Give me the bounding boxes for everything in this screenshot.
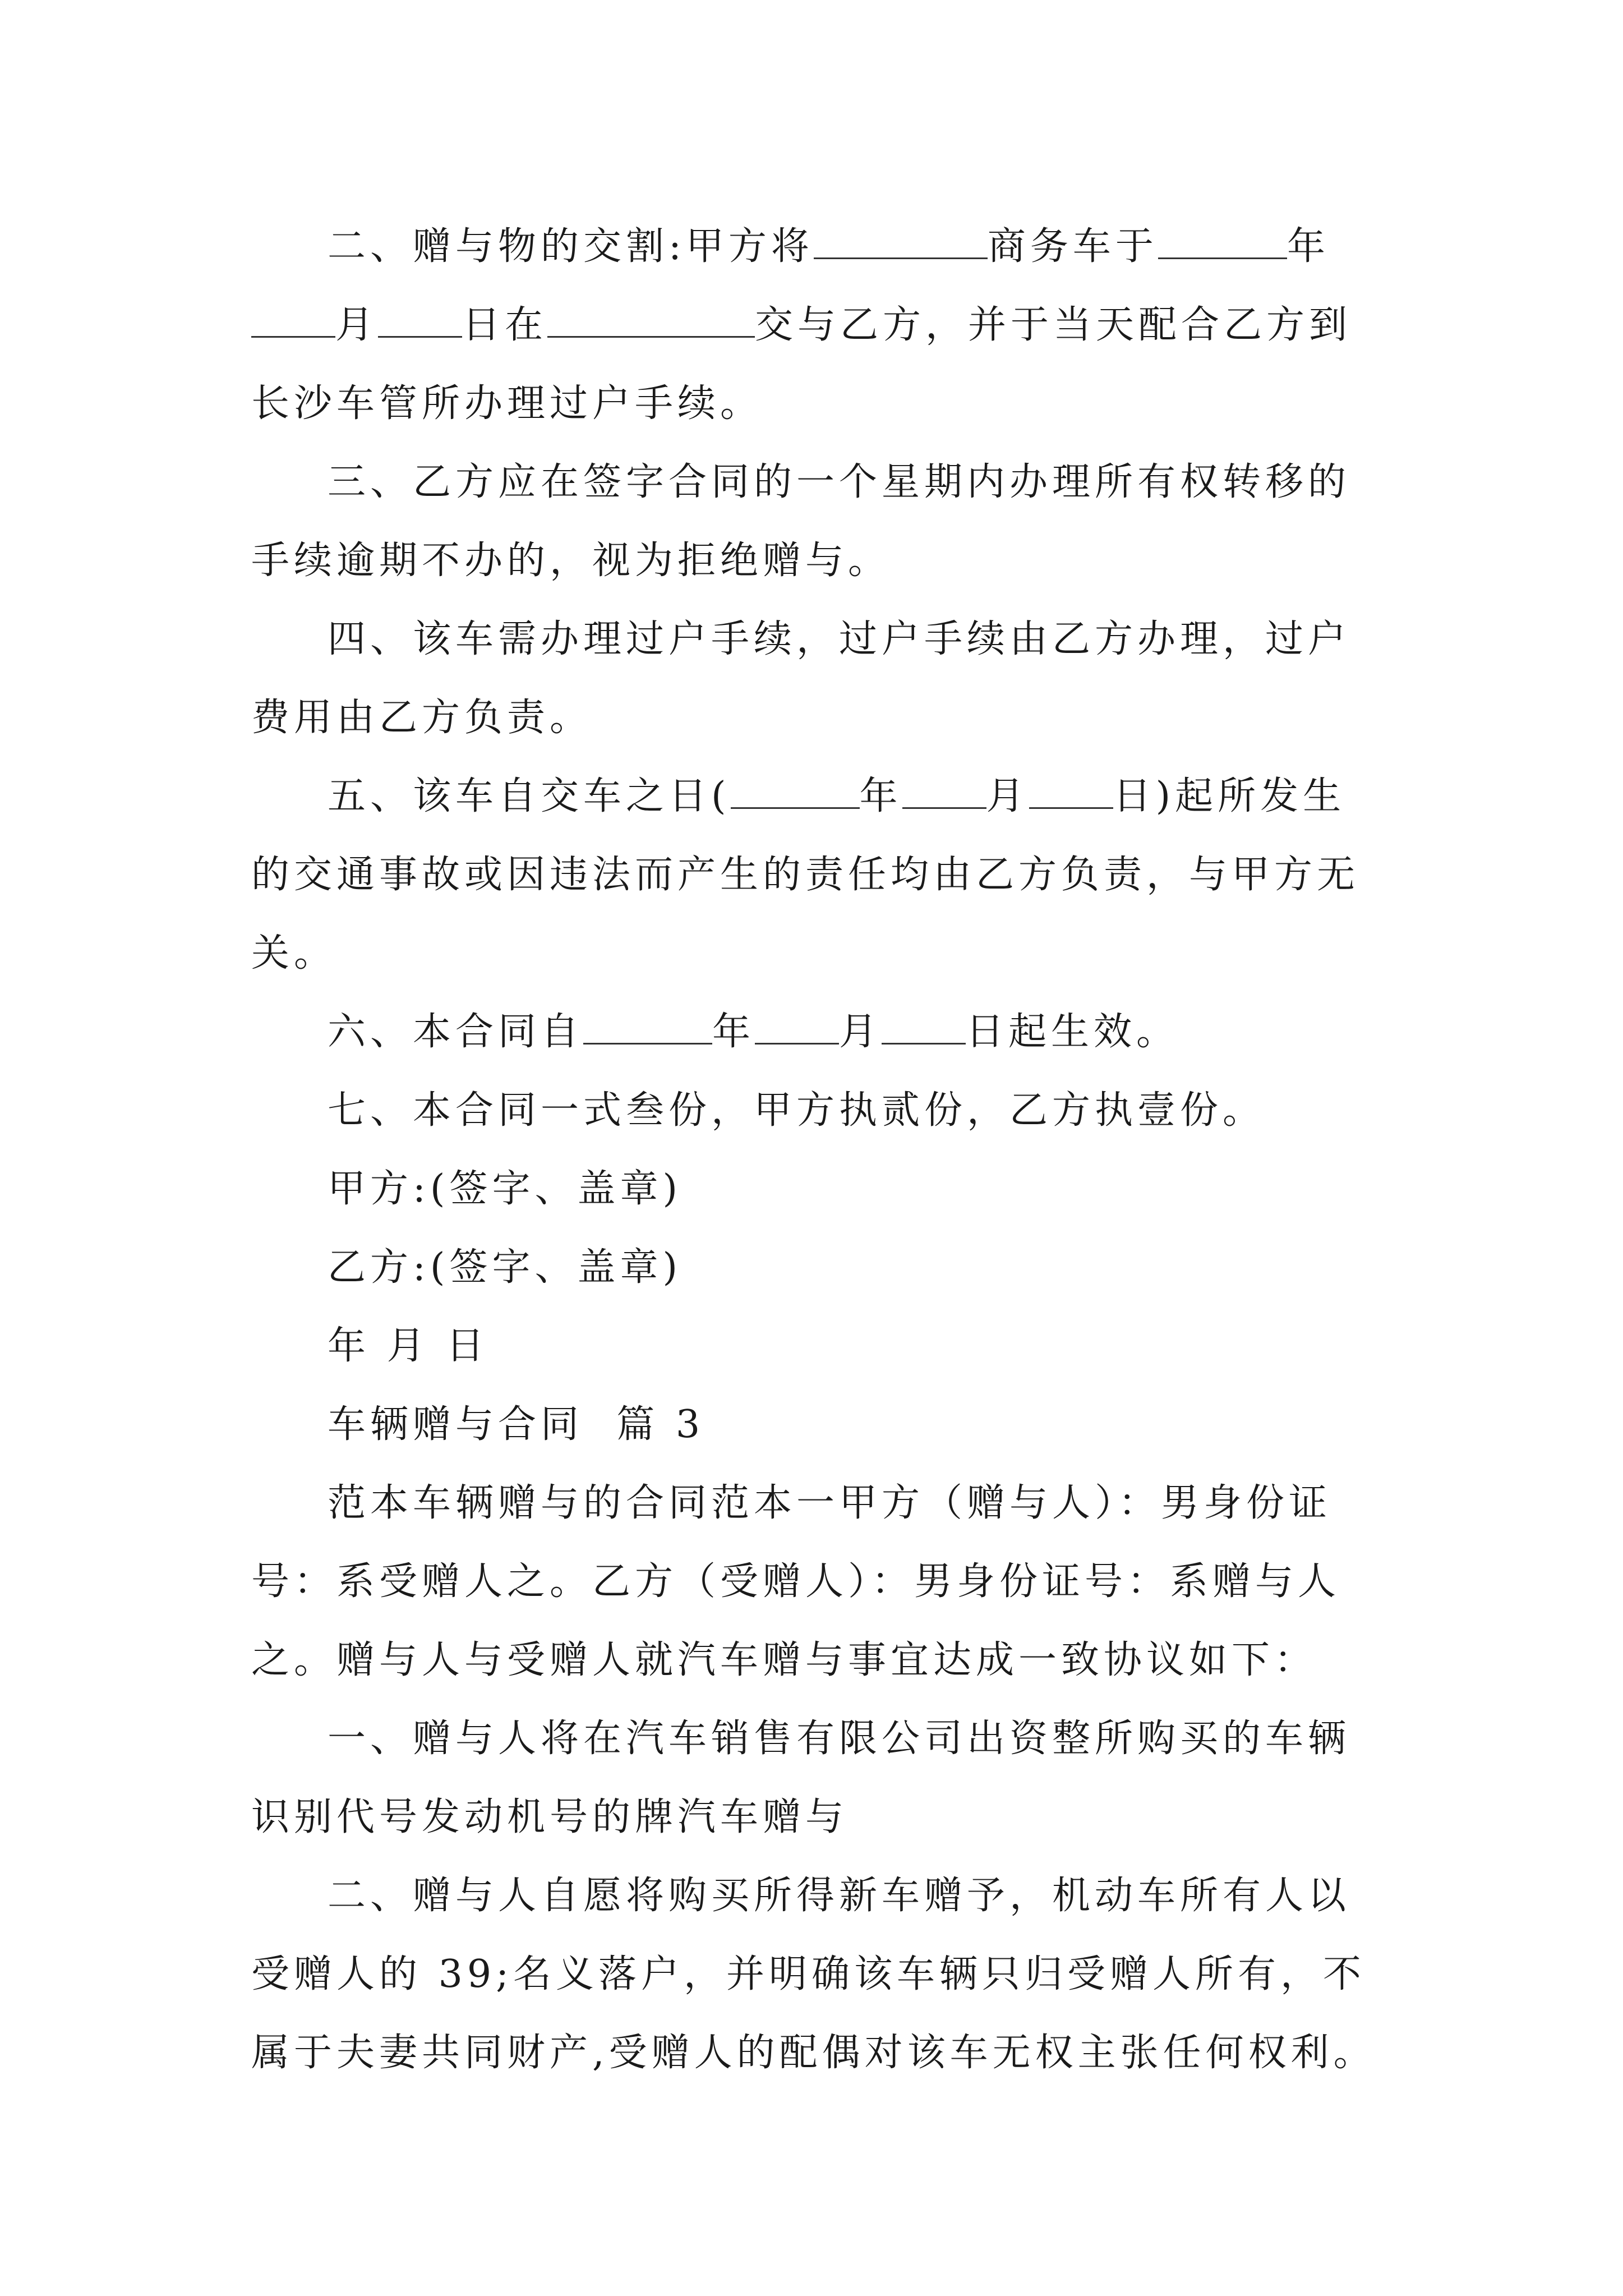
blank-month <box>902 775 986 809</box>
blank-month <box>251 303 335 338</box>
blank-month <box>755 1010 839 1045</box>
clause-5 <box>251 757 1384 993</box>
blank-place <box>547 303 755 338</box>
party-b-signature: 乙方:(签字、盖章) <box>328 1245 682 1290</box>
clause-2-text-5: 日在 <box>462 303 548 347</box>
party-a-signature: 甲方:(签字、盖章) <box>328 1167 682 1211</box>
clause-3: 三、乙方应在签字合同的一个星期内办理所有权转移的手续逾期不办的，视为拒绝赠与。 <box>251 460 1351 583</box>
clause-5-text-2: 年 <box>859 774 902 818</box>
clause-6 <box>251 993 1384 1071</box>
clause-7: 七、本合同一式叁份，甲方执贰份，乙方执壹份。 <box>328 1088 1266 1133</box>
intro-paragraph: 范本车辆赠与的合同范本一甲方（赠与人）：男身份证号：系受赠人之。乙方（受赠人）：男身份证号：系赠与人之。赠与人与受赠人就汽车赠与事宜达成一致协议如下： <box>251 1481 1341 1682</box>
blank-year <box>731 775 860 809</box>
clause-6-text-3: 月 <box>839 1010 882 1054</box>
blank-day <box>882 1010 966 1045</box>
clause-5-text-4: 日)起所发生的交通事故或因违法而产生的责任均由乙方负责，与甲方无关。 <box>251 774 1360 976</box>
clause-2-text-3: 年 <box>1287 224 1330 269</box>
clause-6-text-2: 年 <box>712 1010 755 1054</box>
clause-2-text-4: 月 <box>335 303 379 347</box>
blank-year <box>1158 225 1287 259</box>
blank-vehicle <box>814 225 988 259</box>
clause-2-text-2: 商务车于 <box>987 224 1158 269</box>
clause-4: 四、该车需办理过户手续，过户手续由乙方办理，过户费用由乙方负责。 <box>251 617 1351 740</box>
clause-5-text-1: 五、该车自交车之日( <box>328 774 731 818</box>
blank-day <box>1029 775 1113 809</box>
blank-day <box>378 303 462 338</box>
section-title: 车辆赠与合同 篇 3 <box>328 1402 705 1447</box>
clause-6-text-1: 六、本合同自 <box>328 1010 584 1054</box>
clause-6-text-4: 日起生效。 <box>966 1010 1179 1054</box>
clause-5-text-3: 月 <box>986 774 1029 818</box>
clause-2 <box>251 208 1384 443</box>
clause-2-text-6: 交与乙方，并于当天配合乙方到长沙车管所办理过户手续。 <box>251 303 1352 426</box>
clause-2-text-1: 二、赠与物的交割:甲方将 <box>328 224 814 269</box>
item-2: 二、赠与人自愿将购买所得新车赠予，机动车所有人以受赠人的 39;名义落户，并明确该车辆只归受赠人所有，不属于夫妻共同财产,受赠人的配偶对该车无权主张任何权利。 <box>251 1874 1376 2075</box>
item-1: 一、赠与人将在汽车销售有限公司出资整所购买的车辆识别代号发动机号的牌汽车赠与 <box>251 1717 1351 1839</box>
date-line: 年 月 日 <box>328 1324 489 1368</box>
document-body <box>251 208 1384 2092</box>
blank-year <box>583 1010 712 1045</box>
